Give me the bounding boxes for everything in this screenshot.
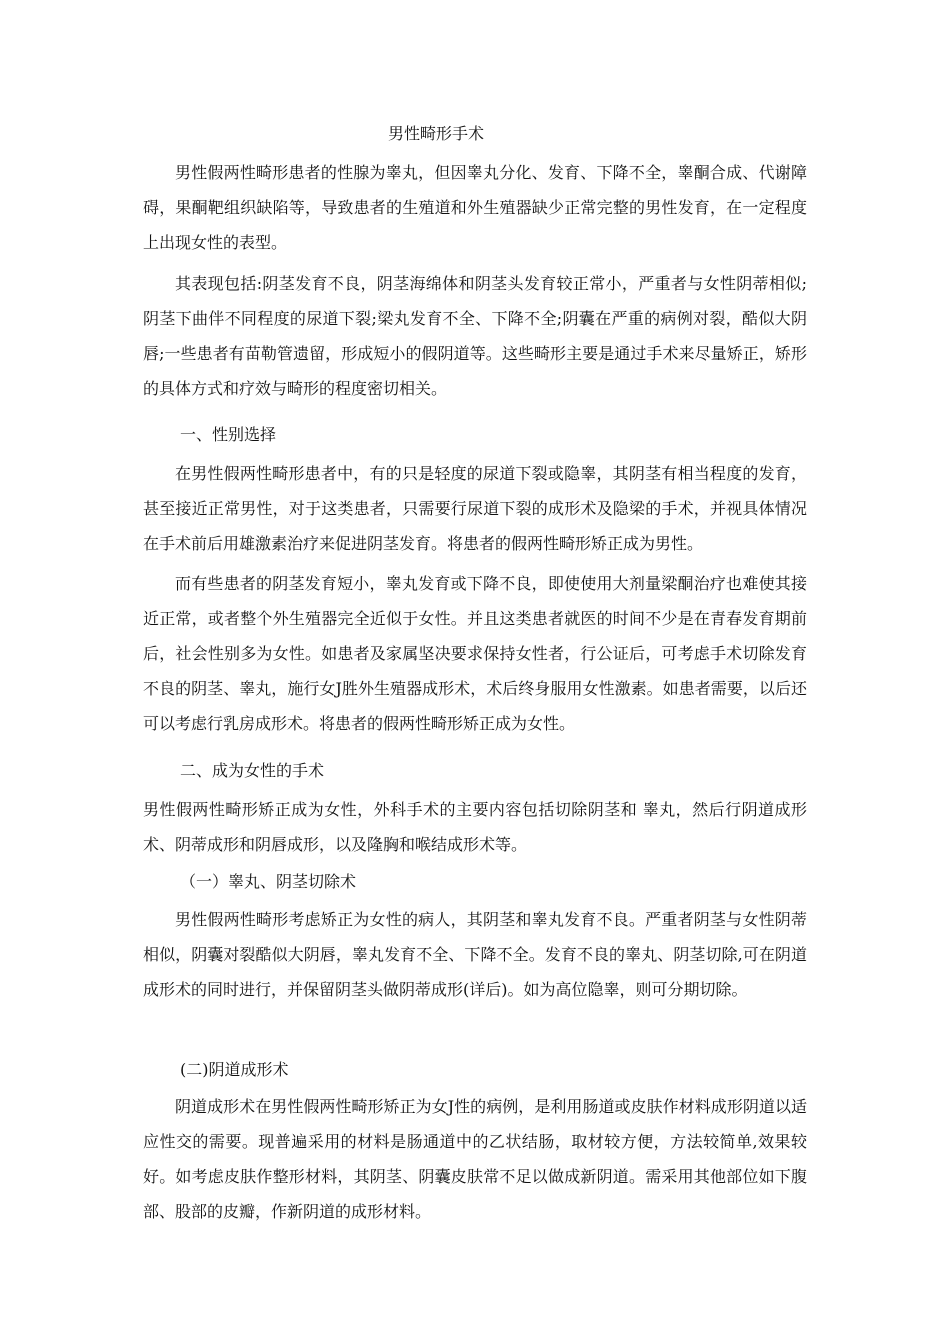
document-title: 男性畸形手术	[388, 124, 485, 143]
paragraph-male-correction: 在男性假两性畸形患者中，有的只是轻度的尿道下裂或隐睾，其阴茎有相当程度的发育，甚至接近正常男性，对于这类患者，只需要行尿道下裂的成形术及隐梁的手术，并视具体情况在手术前后用雄激素治疗来促进阴茎发育。将患者的假两性畸形矫正成为男性。	[143, 464, 807, 553]
paragraph-surgery-overview: 男性假两性畸形矫正成为女性，外科手术的主要内容包括切除阴茎和 睾丸，然后行阴道成形术、阴蒂成形和阴唇成形，以及隆胸和喉结成形术等。	[143, 800, 807, 854]
paragraph-intro: 男性假两性畸形患者的性腺为睾丸，但因睾丸分化、发育、下降不全，睾酮合成、代谢障碍，果酮靶组织缺陷等，导致患者的生殖道和外生殖器缺少正常完整的男性发育，在一定程度上出现女性的表型。	[143, 163, 807, 252]
heading-female-surgery: 二、成为女性的手术	[180, 761, 325, 780]
paragraph-symptoms: 其表现包括:阴茎发育不良，阴茎海绵体和阴茎头发育较正常小，严重者与女性阴蒂相似;阴茎下曲伴不同程度的尿道下裂;梁丸发育不全、下降不全;阴囊在严重的病例对裂，酷似大阴唇;一些患者有苗勒管遗留，形成短小的假阴道等。这些畸形主要是通过手术来尽量矫正，矫形的具体方式和疗效与畸形的程度密切相关。	[143, 274, 807, 398]
heading-orchiectomy: （一）睾丸、阴茎切除术	[180, 872, 357, 891]
paragraph-female-correction: 而有些患者的阴茎发育短小，睾丸发育或下降不良，即使使用大剂量梁酮治疗也难使其接近正常，或者整个外生殖器完全近似于女性。并且这类患者就医的时间不少是在青春发育期前后，社会性别多为女性。如患者及家属坚决要求保持女性者，行公证后，可考虑手术切除发育不良的阴茎、睾丸，施行女J胜外生殖器成形术，术后终身服用女性激素。如患者需要，以后还可以考虑行乳房成形术。将患者的假两性畸形矫正成为女性。	[143, 574, 807, 733]
paragraph-orchiectomy: 男性假两性畸形考虑矫正为女性的病人，其阴茎和睾丸发育不良。严重者阴茎与女性阴蒂相似，阴囊对裂酷似大阴唇，睾丸发育不全、下降不全。发育不良的睾丸、阴茎切除,可在阴道成形术的同时进行，并保留阴茎头做阴蒂成形(详后)。如为高位隐睾，则可分期切除。	[143, 910, 807, 999]
heading-vaginoplasty: (二)阴道成形术	[180, 1060, 289, 1079]
paragraph-vaginoplasty: 阴道成形术在男性假两性畸形矫正为女J性的病例，是利用肠道或皮肤作材料成形阴道以适应性交的需要。现普遍采用的材料是肠通道中的乙状结肠，取材较方便，方法较简单,效果较好。如考虑皮肤作整形材料，其阴茎、阴囊皮肤常不足以做成新阴道。需采用其他部位如下腹部、股部的皮瓣，作新阴道的成形材料。	[143, 1097, 807, 1221]
heading-gender-selection: 一、性别选择	[180, 425, 277, 444]
